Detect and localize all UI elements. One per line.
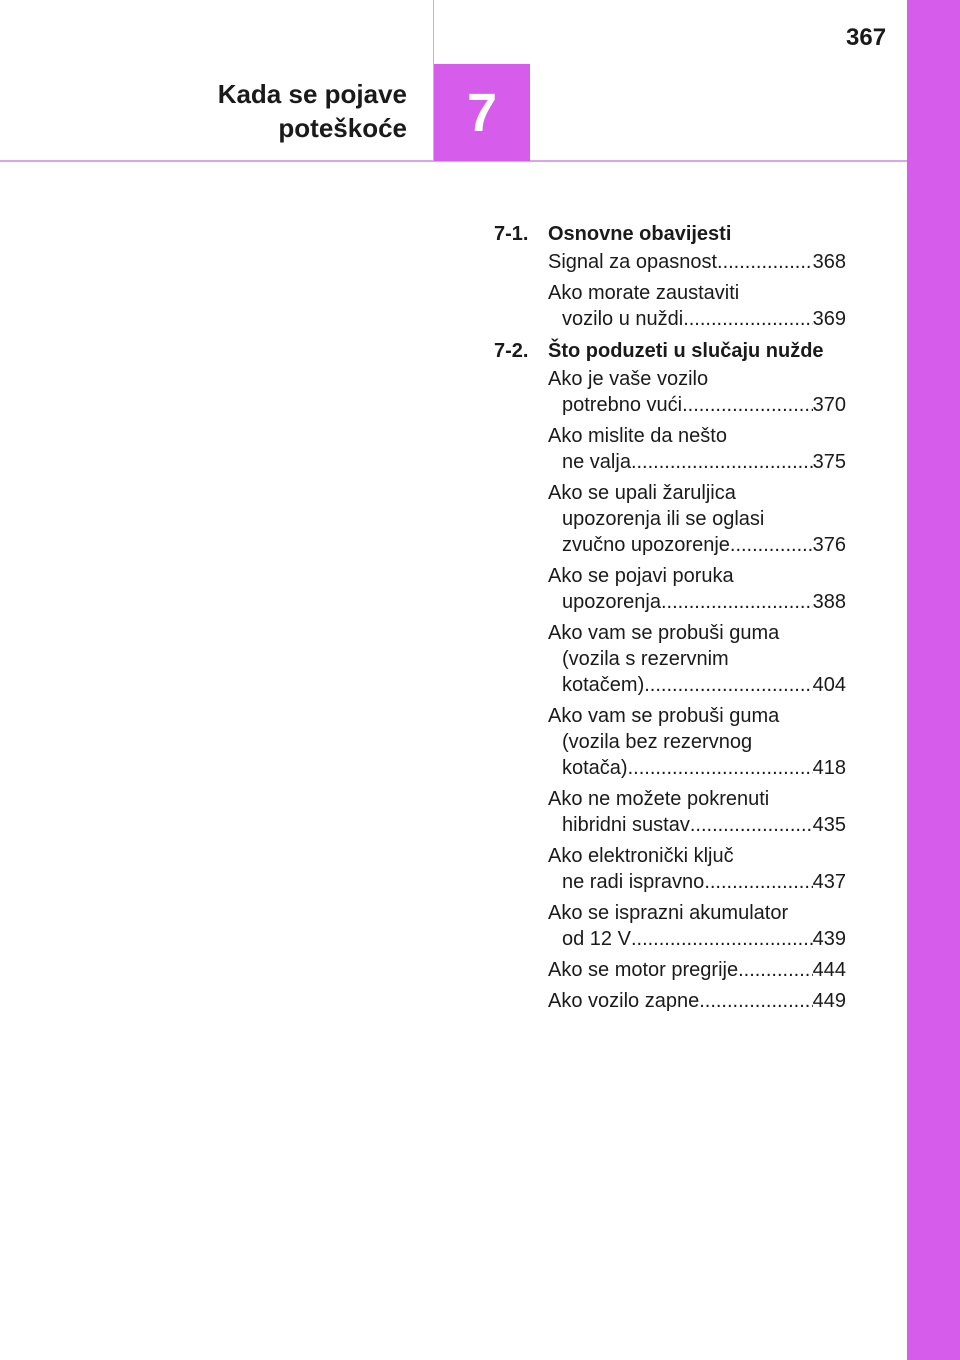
toc-entry-text: Ako elektronički ključ <box>548 845 734 867</box>
chapter-title <box>218 77 407 145</box>
toc-entry-text: Ako vozilo zapne <box>548 990 700 1012</box>
toc-entry-last-line <box>548 672 846 698</box>
chapter-title-line-1: Kada se pojave <box>217 79 407 109</box>
toc-entry-page: 375 <box>812 451 846 473</box>
toc-entry-page: 404 <box>812 674 846 696</box>
toc-section-number: 7-2. <box>494 340 529 362</box>
toc-entry-text: Ako vam se probuši guma <box>548 705 780 727</box>
toc-section <box>494 337 846 1014</box>
toc-entry-page: 437 <box>812 871 846 893</box>
toc-entry-text: Ako se motor pregrije <box>548 959 739 981</box>
toc-entry-last-line <box>548 957 846 983</box>
toc-entry-last-line <box>548 988 846 1014</box>
toc-entry-text: upozorenja ili se oglasi <box>562 508 765 530</box>
toc-entry-page: 435 <box>812 814 846 836</box>
toc-entry-text: Ako je vaše vozilo <box>548 368 709 390</box>
toc-entry-text: od 12 V <box>562 928 631 950</box>
toc-entry-text: potrebno vući <box>562 394 683 416</box>
toc-entry-text: Ako se upali žaruljica <box>548 482 736 504</box>
toc-entry-text: Ako morate zaustaviti <box>548 282 740 304</box>
toc-entry[interactable] <box>548 900 846 952</box>
toc-entry-page: 418 <box>812 757 846 779</box>
toc-entry[interactable] <box>548 703 846 781</box>
toc-entry-page: 376 <box>812 534 846 556</box>
dot-leader <box>690 812 813 838</box>
toc-entry[interactable] <box>548 957 846 983</box>
toc-entry[interactable] <box>548 563 846 615</box>
toc-entry-page: 388 <box>812 591 846 613</box>
toc-entry[interactable] <box>548 988 846 1014</box>
chapter-number-badge <box>434 64 530 161</box>
chapter-side-bar <box>907 0 960 1360</box>
toc-entry[interactable] <box>548 786 846 838</box>
toc-entry-text: Ako se pojavi poruka <box>548 565 734 587</box>
chapter-number: 7 <box>466 82 498 143</box>
toc-entry[interactable] <box>548 620 846 698</box>
dot-leader <box>631 449 813 475</box>
toc-entry-text: upozorenja <box>562 591 661 613</box>
toc-entry-last-line <box>548 869 846 895</box>
toc-section-number: 7-1. <box>494 223 529 245</box>
toc-entry[interactable] <box>548 843 846 895</box>
toc-entry[interactable] <box>548 280 846 332</box>
dot-leader <box>738 957 813 983</box>
toc-entry-text: ne radi ispravno <box>562 871 705 893</box>
toc-entry-last-line <box>548 755 846 781</box>
toc-entry[interactable] <box>548 249 846 275</box>
dot-leader <box>628 755 813 781</box>
toc-entry-last-line <box>548 589 846 615</box>
dot-leader <box>644 672 812 698</box>
toc-entry-text: hibridni sustav <box>562 814 690 836</box>
toc-entry-text: kotača) <box>562 757 628 779</box>
toc-entry-text: Signal za opasnost <box>548 251 718 273</box>
toc-entry-last-line <box>548 812 846 838</box>
toc-section-title: Osnovne obavijesti <box>548 223 732 245</box>
toc-section-heading[interactable] <box>494 220 846 249</box>
dot-leader <box>704 869 812 895</box>
table-of-contents <box>494 220 846 1019</box>
toc-section <box>494 220 846 332</box>
toc-entry[interactable] <box>548 366 846 418</box>
toc-entry[interactable] <box>548 480 846 558</box>
toc-entry-page: 368 <box>812 251 846 273</box>
toc-entry-text: Ako mislite da nešto <box>548 425 727 447</box>
toc-entry-last-line <box>548 392 846 418</box>
toc-entry-last-line <box>548 449 846 475</box>
dot-leader <box>682 392 813 418</box>
toc-entry-last-line <box>548 532 846 558</box>
toc-entry-text: ne valja <box>562 451 631 473</box>
toc-entry-page: 444 <box>812 959 846 981</box>
page-number: 367 <box>846 24 887 51</box>
toc-entry-page: 449 <box>812 990 846 1012</box>
toc-entry-text: Ako ne možete pokrenuti <box>548 788 770 810</box>
dot-leader <box>730 532 813 558</box>
toc-entry-text: Ako vam se probuši guma <box>548 622 780 644</box>
toc-entry[interactable] <box>548 423 846 475</box>
toc-entry-last-line <box>548 249 846 275</box>
chapter-title-line-2: poteškoće <box>278 113 407 143</box>
toc-entry-last-line <box>548 306 846 332</box>
dot-leader <box>631 926 813 952</box>
toc-entry-page: 370 <box>812 394 846 416</box>
toc-entry-text: (vozila bez rezervnog <box>562 731 753 753</box>
toc-entry-text: zvučno upozorenje <box>562 534 730 556</box>
toc-entry-text: Ako se isprazni akumulator <box>548 902 789 924</box>
dot-leader <box>717 249 813 275</box>
dot-leader <box>683 306 812 332</box>
toc-section-heading[interactable] <box>494 337 846 366</box>
toc-entry-last-line <box>548 926 846 952</box>
toc-entry-text: (vozila s rezervnim <box>562 648 729 670</box>
toc-entry-page: 439 <box>812 928 846 950</box>
toc-entry-text: kotačem) <box>562 674 645 696</box>
dot-leader <box>699 988 812 1014</box>
toc-entry-page: 369 <box>812 308 846 330</box>
toc-entry-text: vozilo u nuždi <box>562 308 684 330</box>
toc-section-title: Što poduzeti u slučaju nužde <box>548 340 824 362</box>
dot-leader <box>661 589 813 615</box>
